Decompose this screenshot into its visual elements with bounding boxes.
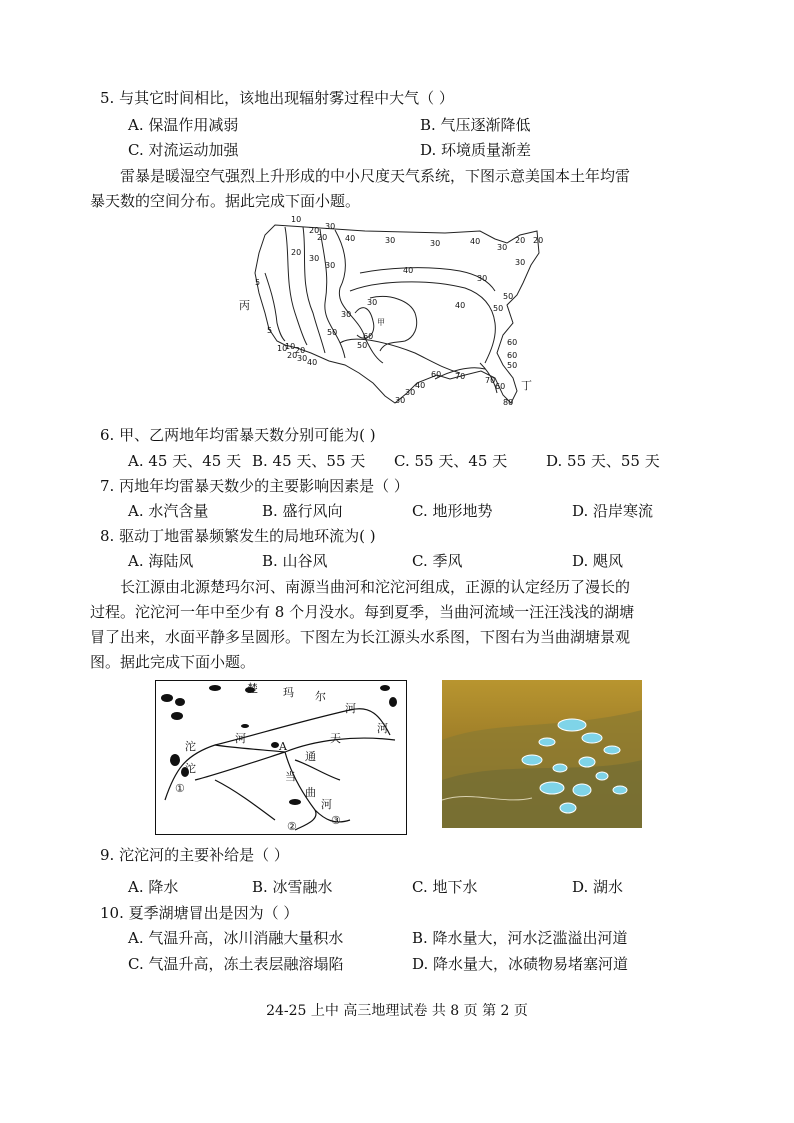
intro2-line2: 过程。沱沱河一年中至少有 8 个月没水。每到夏季，当曲河流域一汪汪浅浅的湖塘 bbox=[90, 603, 635, 621]
svg-text:60: 60 bbox=[495, 382, 506, 391]
svg-text:30: 30 bbox=[385, 236, 396, 245]
svg-text:30: 30 bbox=[297, 354, 308, 363]
svg-text:沱: 沱 bbox=[185, 762, 196, 775]
svg-text:40: 40 bbox=[415, 381, 426, 390]
svg-text:40: 40 bbox=[307, 358, 318, 367]
place-ding: 丁 bbox=[521, 379, 532, 392]
svg-text:80: 80 bbox=[503, 398, 514, 407]
svg-text:60: 60 bbox=[507, 351, 518, 360]
q5-option-b: B. 气压逐渐降低 bbox=[420, 116, 531, 134]
svg-text:30: 30 bbox=[405, 388, 416, 397]
svg-text:沱: 沱 bbox=[185, 740, 196, 753]
q5-option-d: D. 环境质量渐差 bbox=[420, 141, 532, 159]
svg-text:30: 30 bbox=[341, 310, 352, 319]
svg-text:30: 30 bbox=[515, 258, 526, 267]
q7-option-d: D. 沿岸寒流 bbox=[572, 502, 654, 520]
svg-text:通: 通 bbox=[305, 750, 316, 763]
svg-text:40: 40 bbox=[403, 266, 414, 275]
svg-text:曲: 曲 bbox=[305, 786, 316, 799]
intro1-line1: 雷暴是暖湿空气强烈上升形成的中小尺度天气系统，下图示意美国本土年均雷 bbox=[120, 167, 631, 185]
q7-option-a: A. 水汽含量 bbox=[128, 502, 209, 520]
intro2-line3: 冒了出来，水面平静多呈圆形。下图左为长江源头水系图，下图右为当曲湖塘景观 bbox=[90, 628, 631, 646]
svg-text:30: 30 bbox=[325, 222, 336, 231]
svg-text:5: 5 bbox=[255, 278, 261, 287]
intro2-line4: 图。据此完成下面小题。 bbox=[90, 653, 256, 671]
place-jia: 甲 bbox=[377, 318, 385, 327]
q10-option-a: A. 气温升高，冰川消融大量积水 bbox=[128, 929, 344, 947]
svg-text:30: 30 bbox=[477, 274, 488, 283]
svg-text:30: 30 bbox=[309, 254, 320, 263]
q5-option-a: A. 保温作用减弱 bbox=[128, 116, 239, 134]
svg-text:50: 50 bbox=[357, 341, 368, 350]
q9-option-d: D. 湖水 bbox=[572, 878, 624, 896]
page-footer: 24-25 上中 高三地理试卷 共 8 页 第 2 页 bbox=[266, 1003, 528, 1019]
q9-stem: 9. 沱沱河的主要补给是（ ） bbox=[100, 846, 289, 864]
q8-option-a: A. 海陆风 bbox=[128, 552, 194, 570]
svg-text:河: 河 bbox=[235, 732, 246, 745]
q9-option-c: C. 地下水 bbox=[412, 878, 478, 896]
svg-text:20: 20 bbox=[515, 236, 526, 245]
svg-text:20: 20 bbox=[287, 351, 298, 360]
place-bing: 丙 bbox=[239, 299, 250, 312]
svg-text:20: 20 bbox=[291, 248, 302, 257]
q7-stem: 7. 丙地年均雷暴天数少的主要影响因素是（ ） bbox=[100, 477, 409, 495]
q6-option-c: C. 55 天、45 天 bbox=[394, 452, 508, 470]
q5-option-c: C. 对流运动加强 bbox=[128, 141, 239, 159]
svg-text:30: 30 bbox=[395, 396, 406, 405]
svg-text:30: 30 bbox=[497, 243, 508, 252]
svg-text:5: 5 bbox=[267, 326, 273, 335]
svg-text:70: 70 bbox=[455, 372, 466, 381]
svg-text:40: 40 bbox=[470, 237, 481, 246]
us-thunderstorm-map bbox=[239, 213, 545, 408]
intro1-line2: 暴天数的空间分布。据此完成下面小题。 bbox=[90, 192, 361, 210]
svg-text:A: A bbox=[279, 740, 287, 753]
svg-text:50: 50 bbox=[327, 328, 338, 337]
svg-text:60: 60 bbox=[363, 332, 374, 341]
svg-text:50: 50 bbox=[503, 292, 514, 301]
svg-text:20: 20 bbox=[309, 226, 320, 235]
q8-stem: 8. 驱动丁地雷暴频繁发生的局地环流为( ) bbox=[100, 527, 376, 545]
svg-text:30: 30 bbox=[325, 261, 336, 270]
svg-text:10: 10 bbox=[285, 342, 296, 351]
q6-stem: 6. 甲、乙两地年均雷暴天数分别可能为( ) bbox=[100, 426, 376, 444]
svg-text:60: 60 bbox=[431, 370, 442, 379]
q7-option-b: B. 盛行风向 bbox=[262, 502, 343, 520]
svg-text:50: 50 bbox=[507, 361, 518, 370]
q6-option-d: D. 55 天、55 天 bbox=[546, 452, 660, 470]
dangqu-lake-landscape-photo bbox=[442, 680, 642, 828]
q5-stem: 5. 与其它时间相比，该地出现辐射雾过程中大气（ ） bbox=[100, 89, 454, 107]
q10-option-b: B. 降水量大，河水泛滥溢出河道 bbox=[412, 929, 628, 947]
svg-text:20: 20 bbox=[317, 233, 328, 242]
q8-option-c: C. 季风 bbox=[412, 552, 463, 570]
q9-option-b: B. 冰雪融水 bbox=[252, 878, 333, 896]
svg-text:30: 30 bbox=[430, 239, 441, 248]
yangtze-source-river-map bbox=[155, 680, 407, 835]
q8-option-b: B. 山谷风 bbox=[262, 552, 328, 570]
svg-text:10: 10 bbox=[277, 344, 288, 353]
svg-text:尔: 尔 bbox=[315, 690, 326, 703]
svg-text:50: 50 bbox=[493, 304, 504, 313]
q6-option-b: B. 45 天、55 天 bbox=[252, 452, 366, 470]
svg-text:河: 河 bbox=[345, 702, 356, 715]
svg-text:70: 70 bbox=[485, 376, 496, 385]
svg-text:河: 河 bbox=[321, 798, 332, 811]
q10-option-c: C. 气温升高，冻土表层融溶塌陷 bbox=[128, 955, 344, 973]
marker-2: ② bbox=[287, 820, 297, 833]
q6-option-a: A. 45 天、45 天 bbox=[128, 452, 242, 470]
q8-option-d: D. 飓风 bbox=[572, 552, 624, 570]
intro2-line1: 长江源由北源楚玛尔河、南源当曲河和沱沱河组成，正源的认定经历了漫长的 bbox=[120, 578, 631, 596]
svg-text:20: 20 bbox=[533, 236, 544, 245]
svg-text:河: 河 bbox=[377, 722, 388, 735]
svg-text:40: 40 bbox=[455, 301, 466, 310]
q10-stem: 10. 夏季湖塘冒出是因为（ ） bbox=[100, 904, 299, 922]
marker-3: ③ bbox=[331, 814, 341, 827]
q9-option-a: A. 降水 bbox=[128, 878, 179, 896]
svg-text:30: 30 bbox=[367, 298, 378, 307]
svg-text:当: 当 bbox=[285, 770, 296, 783]
svg-text:楚: 楚 bbox=[247, 682, 258, 695]
marker-1: ① bbox=[175, 782, 185, 795]
svg-text:20: 20 bbox=[295, 346, 306, 355]
svg-text:天: 天 bbox=[330, 732, 341, 745]
svg-text:玛: 玛 bbox=[283, 686, 294, 699]
svg-text:40: 40 bbox=[345, 234, 356, 243]
q10-option-d: D. 降水量大，冰碛物易堵塞河道 bbox=[412, 955, 629, 973]
svg-text:60: 60 bbox=[507, 338, 518, 347]
svg-text:10: 10 bbox=[291, 215, 302, 224]
q7-option-c: C. 地形地势 bbox=[412, 502, 493, 520]
